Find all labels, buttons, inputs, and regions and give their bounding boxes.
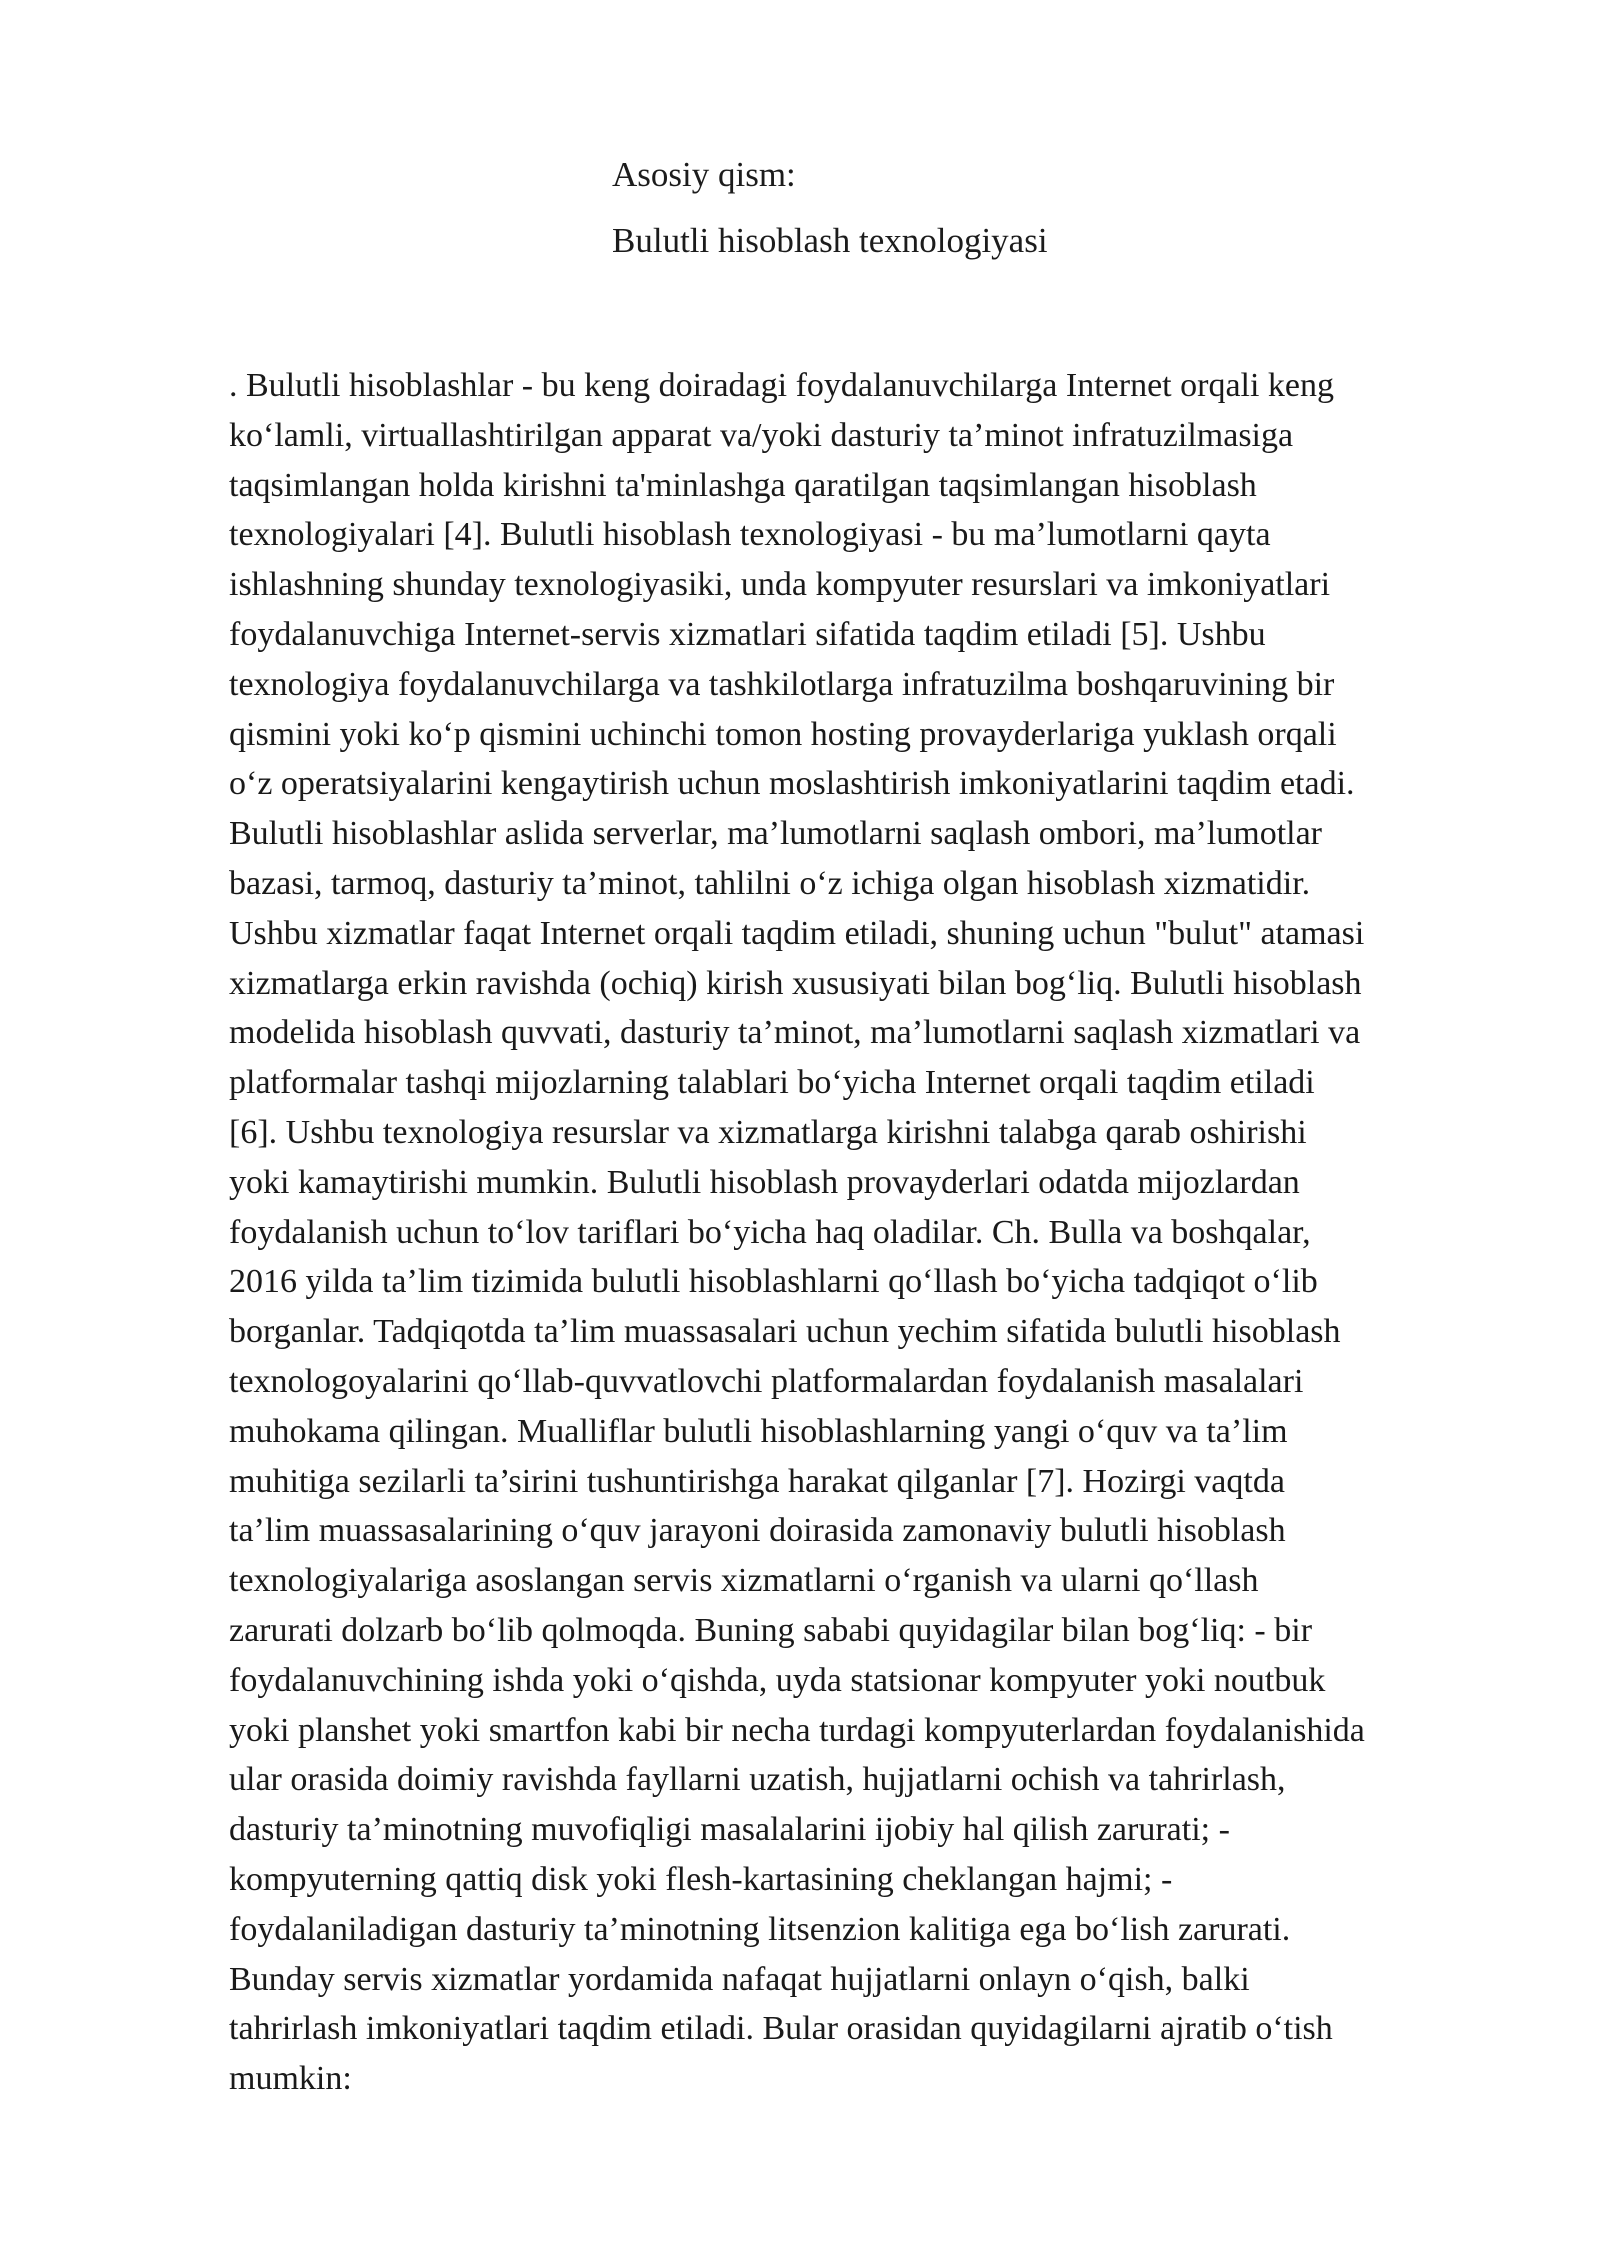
body-line: muhitiga sezilarli ta’sirini tushuntirishga harakat qilganlar [7]. Hozirgi vaqtda <box>229 1462 1285 1500</box>
body-line: texnologiya foydalanuvchilarga va tashkilotlarga infratuzilma boshqaruvining bir <box>229 665 1335 703</box>
section-label: Asosiy qism: <box>612 155 796 194</box>
body-line: ular orasida doimiy ravishda fayllarni uzatish, hujjatlarni ochish va tahrirlash, <box>229 1761 1286 1799</box>
body-line: taqsimlangan holda kirishni ta'minlashga qaratilgan taqsimlangan hisoblash <box>229 466 1257 504</box>
body-line: foydalanish uchun to‘lov tariflari bo‘yicha haq oladilar. Ch. Bulla va boshqalar, <box>229 1213 1311 1251</box>
body-line: foydalanuvchiga Internet-servis xizmatlari sifatida taqdim etiladi [5]. Ushbu <box>229 615 1266 653</box>
body-line: ishlashning shunday texnologiyasiki, unda kompyuter resurslari va imkoniyatlari <box>229 566 1331 604</box>
page-title: Bulutli hisoblash texnologiyasi <box>612 221 1048 260</box>
body-line: platformalar tashqi mijozlarning talablari bo‘yicha Internet orqali taqdim etiladi <box>229 1064 1315 1102</box>
body-line: borganlar. Tadqiqotda ta’lim muassasalari uchun yechim sifatida bulutli hisoblash <box>229 1313 1341 1351</box>
body-line: . Bulutli hisoblashlar - bu keng doiradagi foydalanuvchilarga Internet orqali keng <box>229 367 1335 404</box>
body-line: o‘z operatsiyalarini kengaytirish uchun moslashtirish imkoniyatlarini taqdim etadi. <box>229 765 1355 803</box>
body-line: xizmatlarga erkin ravishda (ochiq) kirish xususiyati bilan bog‘liq. Bulutli hisoblash <box>229 964 1362 1002</box>
body-line: foydalanuvchining ishda yoki o‘qishda, uyda statsionar kompyuter yoki noutbuk <box>229 1661 1326 1699</box>
body-line: dasturiy ta’minotning muvofiqligi masalalarini ijobiy hal qilish zarurati; - <box>229 1811 1230 1849</box>
body-paragraph <box>229 361 1499 2104</box>
body-line: tahrirlash imkoniyatlari taqdim etiladi. Bular orasidan quyidagilarni ajratib o‘tish <box>229 2010 1333 2048</box>
body-line: kompyuterning qattiq disk yoki flesh-kartasining cheklangan hajmi; - <box>229 1860 1173 1898</box>
body-line: Ushbu xizmatlar faqat Internet orqali taqdim etiladi, shuning uchun "bulut" atamasi <box>229 914 1365 952</box>
body-line: zarurati dolzarb bo‘lib qolmoqda. Buning sababi quyidagilar bilan bog‘liq: - bir <box>229 1611 1313 1649</box>
body-line: texnologiyalariga asoslangan servis xizmatlarni o‘rganish va ularni qo‘llash <box>229 1562 1259 1600</box>
body-line: yoki planshet yoki smartfon kabi bir necha turdagi kompyuterlardan foydalanishida <box>229 1711 1365 1749</box>
body-line: mumkin: <box>229 2060 352 2098</box>
body-line: yoki kamaytirishi mumkin. Bulutli hisoblash provayderlari odatda mijozlardan <box>229 1163 1300 1201</box>
body-line: Bunday servis xizmatlar yordamida nafaqat hujjatlarni onlayn o‘qish, balki <box>229 1960 1250 1998</box>
body-line: 2016 yilda ta’lim tizimida bulutli hisoblashlarni qo‘llash bo‘yicha tadqiqot o‘lib <box>229 1263 1318 1301</box>
body-line: foydalaniladigan dasturiy ta’minotning litsenzion kalitiga ega bo‘lish zarurati. <box>229 1910 1291 1948</box>
body-line: qismini yoki ko‘p qismini uchinchi tomon hosting provayderlariga yuklash orqali <box>229 715 1337 753</box>
body-line: muhokama qilingan. Mualliflar bulutli hisoblashlarning yangi o‘quv va ta’lim <box>229 1412 1288 1450</box>
body-line: ta’lim muassasalarining o‘quv jarayoni doirasida zamonaviy bulutli hisoblash <box>229 1512 1286 1550</box>
body-line: texnologoyalarini qo‘llab-quvvatlovchi platformalardan foydalanish masalalari <box>229 1362 1304 1400</box>
body-line: bazasi, tarmoq, dasturiy ta’minot, tahlilni o‘z ichiga olgan hisoblash xizmatidir. <box>229 864 1311 902</box>
body-line: Bulutli hisoblashlar aslida serverlar, ma’lumotlarni saqlash ombori, ma’lumotlar <box>229 815 1322 853</box>
body-line: texnologiyalari [4]. Bulutli hisoblash texnologiyasi - bu ma’lumotlarni qayta <box>229 516 1271 554</box>
body-line: modelida hisoblash quvvati, dasturiy ta’minot, ma’lumotlarni saqlash xizmatlari va <box>229 1014 1361 1052</box>
body-line: [6]. Ushbu texnologiya resurslar va xizmatlarga kirishni talabga qarab oshirishi <box>229 1113 1307 1151</box>
body-line: ko‘lamli, virtuallashtirilgan apparat va/yoki dasturiy ta’minot infratuzilmasiga <box>229 416 1294 454</box>
